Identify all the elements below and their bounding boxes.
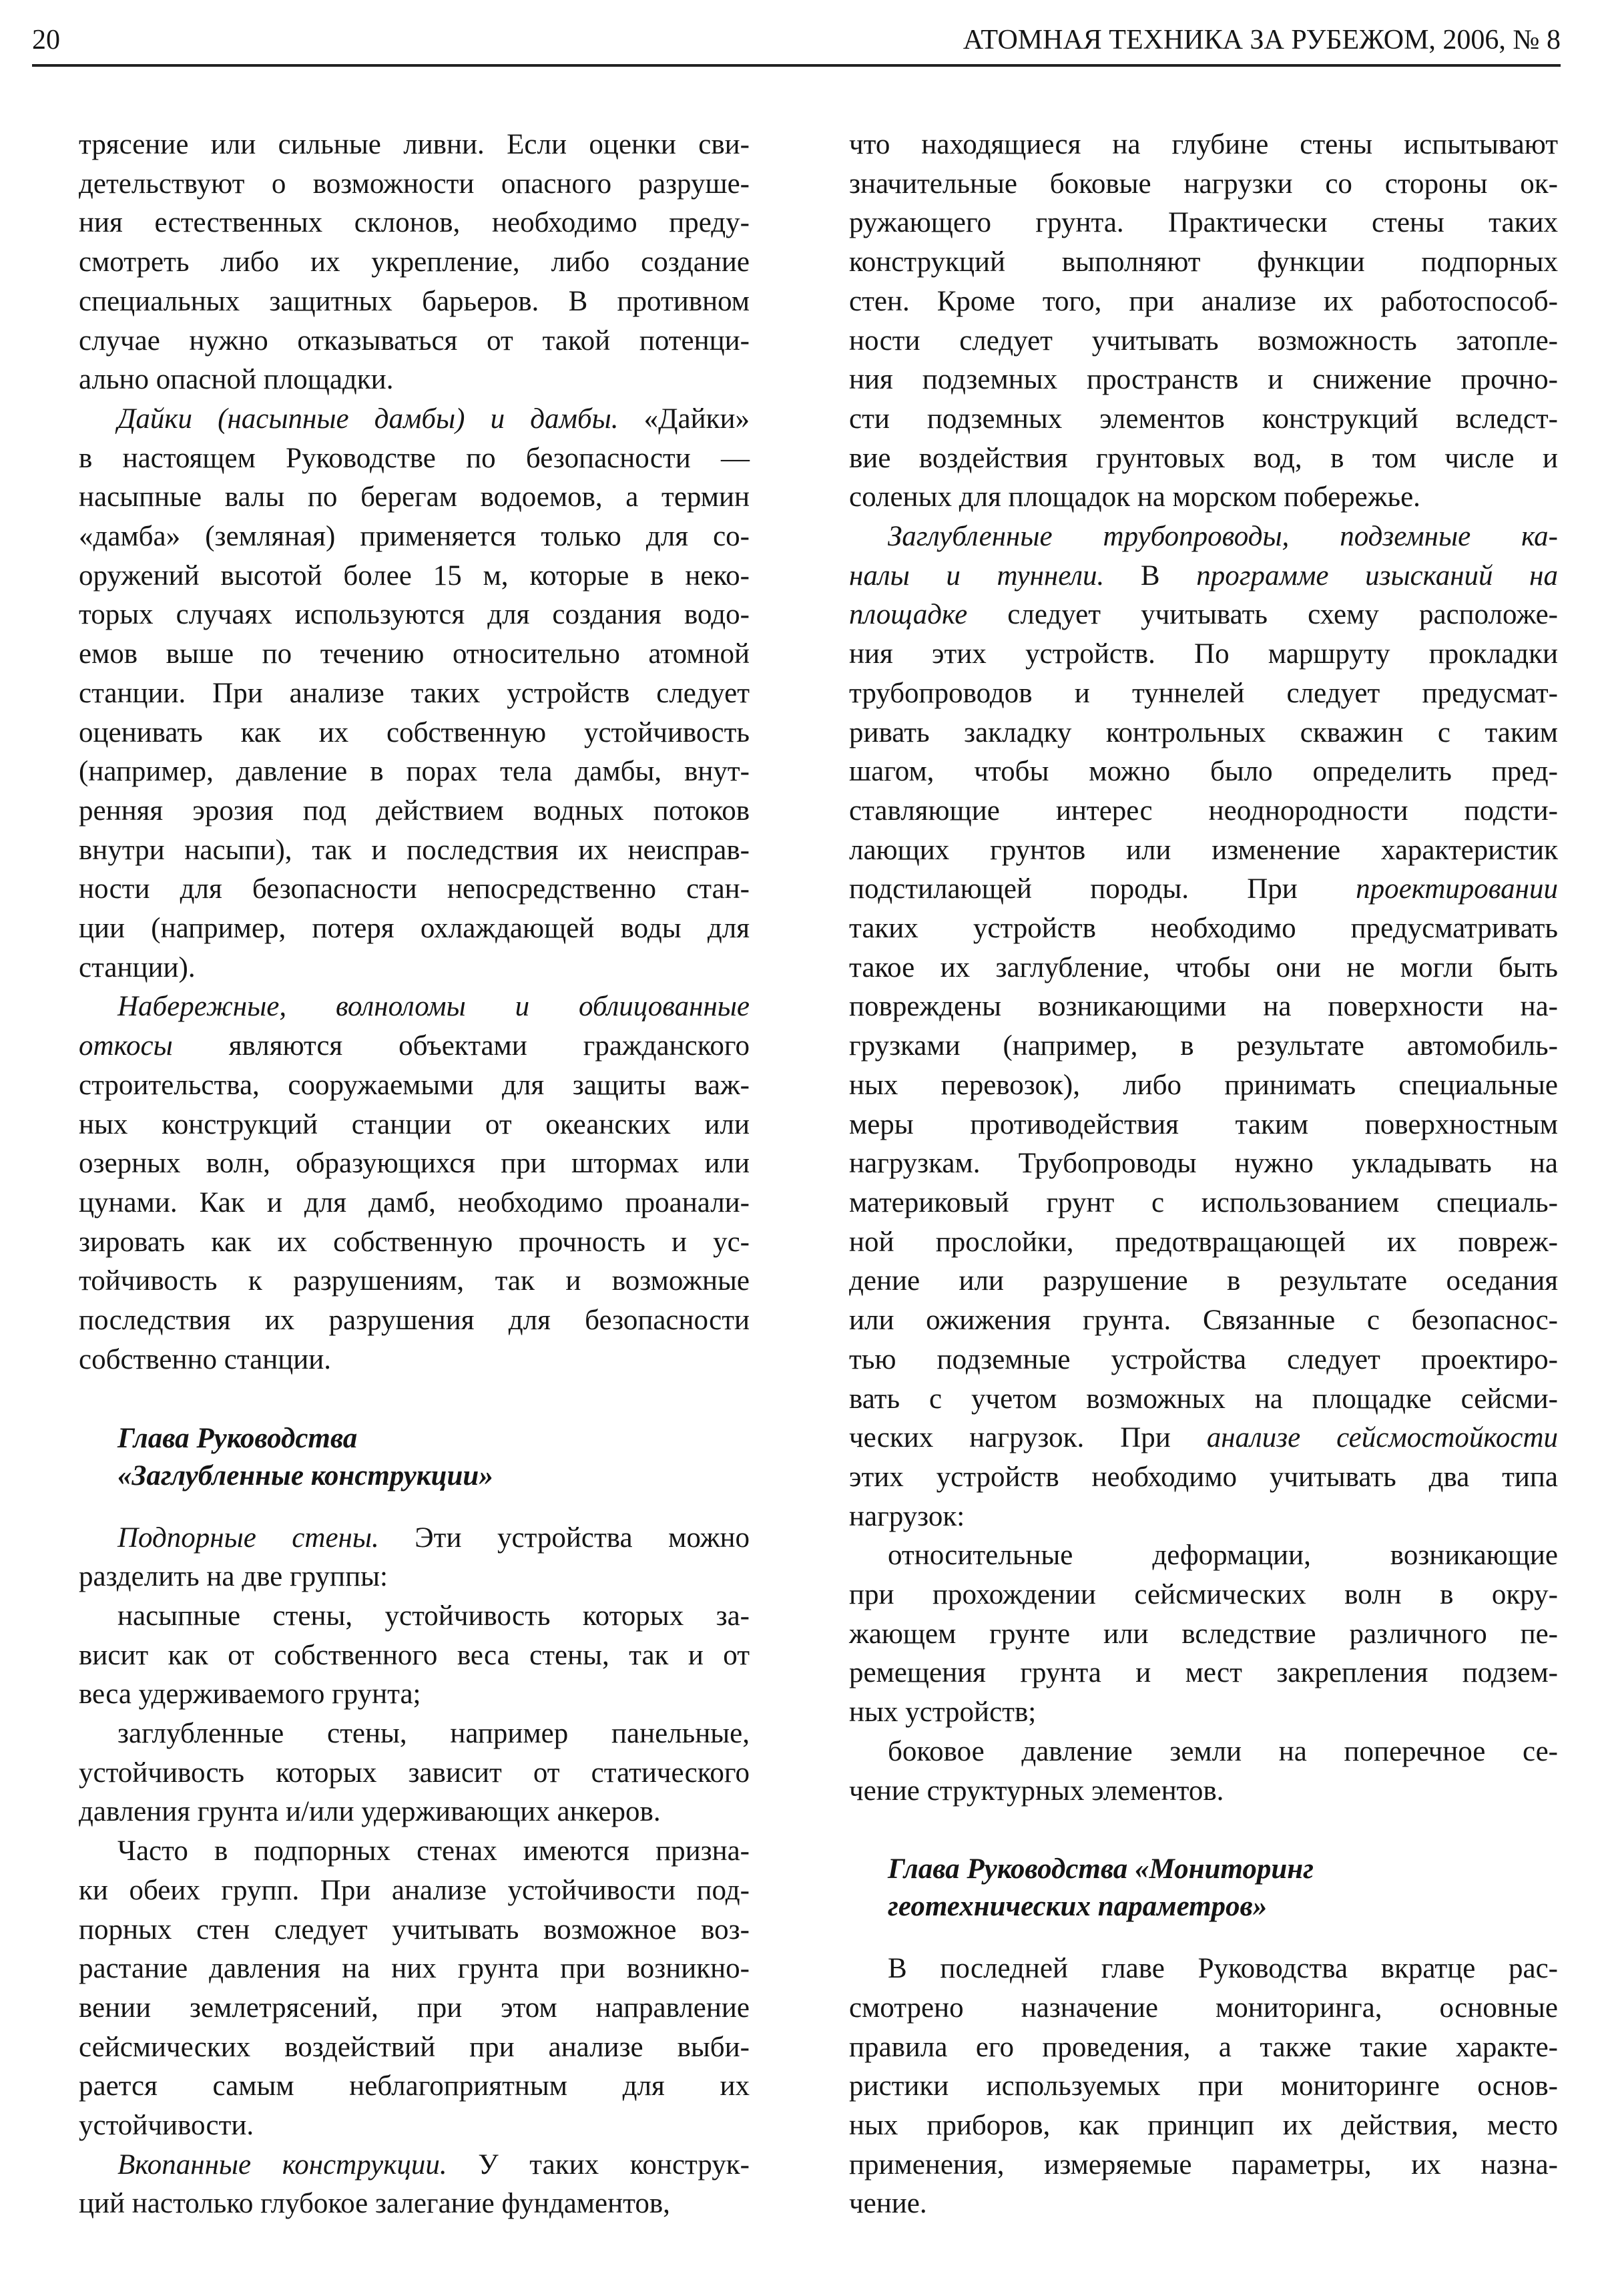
text-line: вие воздействия грунтовых вод, в том числе и: [849, 442, 1558, 474]
text-line: жающем грунте или вследствие различного пе-: [849, 1618, 1558, 1650]
text-line: зировать как их собственную прочность и ус-: [79, 1226, 750, 1258]
text-line: устойчивости.: [79, 2110, 254, 2142]
text-line: собственно станции.: [79, 1343, 332, 1375]
text-line: ных перевозок), либо принимать специальные: [849, 1069, 1558, 1101]
text-line: ально опасной площадки.: [79, 364, 394, 396]
text-line: нагрузок:: [849, 1500, 965, 1532]
text-line: «Заглубленные конструкции»: [117, 1459, 493, 1491]
text-line: смотрено назначение мониторинга, основные: [849, 1992, 1558, 2024]
text-line: или ожижения грунта. Связанные с безопаснос-: [849, 1305, 1558, 1337]
text-line: последствия их разрушения для безопасности: [79, 1305, 750, 1337]
text-line: трубопроводов и туннелей следует предусмат-: [849, 677, 1558, 709]
text-line: давления грунта и/или удерживающих анкеров.: [79, 1796, 661, 1828]
text-line: разделить на две группы:: [79, 1561, 388, 1593]
text-line: вении землетрясений, при этом направление: [79, 1992, 750, 2024]
text-line: Часто в подпорных стенах имеются призна-: [117, 1835, 750, 1867]
text-line: [79, 2146, 750, 2185]
text-line: [79, 987, 750, 1027]
text-run: Эти устройства можно: [378, 1522, 750, 1554]
text-line: такое их заглубление, чтобы они не могли быть: [849, 951, 1558, 983]
text-run: подстилающей породы. При: [849, 873, 1356, 905]
text-line: висит как от собственного веса стены, так и от: [79, 1639, 750, 1671]
text-line: Глава Руководства «Мониторинг: [888, 1853, 1314, 1885]
text-run: У таких конструк-: [447, 2148, 750, 2180]
running-header: [32, 20, 1561, 67]
text-line: в настоящем Руководстве по безопасности —: [79, 442, 750, 474]
section-heading: [79, 1420, 750, 1495]
paragraph: [849, 1733, 1558, 1811]
text-line: растание давления на них грунта при возникно-: [79, 1953, 750, 1985]
text-line: ния подземных пространств и снижение прочно-: [849, 364, 1558, 396]
text-line: строительства, сооружаемыми для защиты важ-: [79, 1069, 750, 1101]
text-run: ческих нагрузок. При: [849, 1422, 1207, 1454]
text-line: чение структурных элементов.: [849, 1775, 1224, 1807]
text-line: заглубленные стены, например панельные,: [117, 1718, 750, 1750]
text-line: повреждены возникающими на поверхности на-: [849, 991, 1558, 1023]
text-line: вать с учетом возможных на площадке сейсми-: [849, 1383, 1558, 1415]
text-line: ки обеих групп. При анализе устойчивости под-: [79, 1874, 750, 1906]
text-line: [849, 870, 1558, 909]
text-line: [79, 400, 750, 439]
italic-term: Дайки (насыпные дамбы) и дамбы.: [117, 403, 619, 435]
text-line: ных конструкций станции от океанских или: [79, 1108, 750, 1140]
italic-term: программе изысканий на: [1196, 559, 1559, 592]
page-number: 20: [32, 25, 60, 55]
italic-term: площадке: [849, 599, 968, 631]
italic-term: Вкопанные конструкции.: [117, 2148, 447, 2180]
text-line: таких устройств необходимо предусматривать: [849, 913, 1558, 945]
text-line: смотреть либо их укрепление, либо создание: [79, 246, 750, 278]
paragraph: [79, 126, 750, 400]
paragraph: [849, 517, 1558, 1536]
paragraph: [79, 987, 750, 1379]
text-line: [849, 1419, 1558, 1458]
text-line: трясение или сильные ливни. Если оценки сви-: [79, 129, 750, 160]
text-line: (например, давление в порах тела дамбы, внут-: [79, 756, 750, 788]
text-line: оценивать как их собственную устойчивость: [79, 716, 750, 748]
journal-title: АТОМНАЯ ТЕХНИКА ЗА РУБЕЖОМ, 2006, № 8: [963, 25, 1561, 55]
text-line: емов выше по течению относительно атомной: [79, 638, 750, 670]
text-line: сейсмических воздействий при анализе выби-: [79, 2031, 750, 2063]
italic-term: проектировании: [1356, 873, 1558, 905]
text-line: боковое давление земли на поперечное се-: [888, 1735, 1558, 1767]
text-line: чение.: [849, 2188, 927, 2220]
text-line: материковый грунт с использованием специаль-: [849, 1186, 1558, 1218]
text-line: В последней главе Руководства вкратце рас-: [888, 1953, 1558, 1985]
text-line: ций настолько глубокое залегание фундаментов,: [79, 2188, 670, 2220]
italic-term: анализе сейсмостойкости: [1206, 1422, 1558, 1454]
text-line: озерных волн, образующихся при штормах или: [79, 1148, 750, 1180]
text-line: ружающего грунта. Практически стены таких: [849, 207, 1558, 239]
text-line: относительные деформации, возникающие: [888, 1540, 1558, 1572]
section-heading: [849, 1851, 1558, 1925]
text-line: ремещения грунта и мест закрепления подзем-: [849, 1657, 1558, 1689]
text-line: лающих грунтов или изменение характеристик: [849, 834, 1558, 866]
left-column: [79, 126, 750, 2224]
text-line: геотехнических параметров»: [888, 1891, 1268, 1923]
text-line: [849, 557, 1558, 596]
italic-term: Заглубленные трубопроводы, подземные ка-: [888, 521, 1558, 553]
text-line: применения, измеряемые параметры, их назна-: [849, 2148, 1558, 2180]
text-line: ристики используемых при мониторинге основ-: [849, 2070, 1558, 2102]
text-run: являются объектами гражданского: [172, 1030, 750, 1062]
text-line: нагрузкам. Трубопроводы нужно укладывать на: [849, 1148, 1558, 1180]
text-line: дение или разрушение в результате оседания: [849, 1265, 1558, 1297]
text-line: насыпные стены, устойчивость которых за-: [117, 1600, 750, 1632]
text-line: торых случаях используются для создания водо-: [79, 599, 750, 631]
paragraph: [79, 400, 750, 988]
text-line: [79, 1519, 750, 1558]
italic-term: Подпорные стены.: [117, 1522, 379, 1554]
text-line: [79, 1027, 750, 1066]
text-line: ной прослойки, предотвращающей их повреж-: [849, 1226, 1558, 1258]
text-line: оружений высотой более 15 м, которые в неко-: [79, 559, 750, 592]
text-run: следует учитывать схему расположе-: [967, 599, 1558, 631]
text-line: ных устройств;: [849, 1696, 1037, 1729]
paragraph: [79, 1519, 750, 1597]
text-line: при прохождении сейсмических волн в окру-: [849, 1579, 1558, 1611]
paragraph: [79, 1714, 750, 1832]
text-line: цунами. Как и для дамб, необходимо проанали-: [79, 1186, 750, 1218]
text-line: ных приборов, как принцип их действия, место: [849, 2110, 1558, 2142]
text-line: станции).: [79, 951, 196, 983]
text-line: детельствуют о возможности опасного разруше-: [79, 168, 750, 200]
text-line: стен. Кроме того, при анализе их работоспособ-: [849, 285, 1558, 317]
text-line: устойчивость которых зависит от статического: [79, 1757, 750, 1789]
text-line: этих устройств необходимо учитывать два типа: [849, 1461, 1558, 1493]
text-line: сти подземных элементов конструкций вследст-: [849, 403, 1558, 435]
text-line: ренняя эрозия под действием водных потоков: [79, 794, 750, 827]
paragraph: [849, 1536, 1558, 1733]
text-line: Глава Руководства: [117, 1422, 358, 1454]
text-line: грузками (например, в результате автомобиль-: [849, 1030, 1558, 1062]
text-line: [849, 517, 1558, 557]
italic-term: налы и туннели.: [849, 559, 1105, 592]
text-line: правила его проведения, а также такие характе-: [849, 2031, 1558, 2063]
text-line: [849, 596, 1558, 635]
text-line: насыпные валы по берегам водоемов, а термин: [79, 481, 750, 513]
text-run: В: [1104, 559, 1197, 592]
paragraph: [79, 1597, 750, 1714]
text-line: случае нужно отказываться от такой потенци-: [79, 324, 750, 357]
right-column: [849, 126, 1558, 2224]
text-line: ции (например, потеря охлаждающей воды для: [79, 913, 750, 945]
text-line: конструкций выполняют функции подпорных: [849, 246, 1558, 278]
text-line: ривать закладку контрольных скважин с таким: [849, 716, 1558, 748]
text-line: соленых для площадок на морском побережье.: [849, 481, 1420, 513]
paragraph: [79, 2146, 750, 2224]
paragraph: [849, 126, 1558, 517]
paragraph: [79, 1832, 750, 2146]
text-line: тойчивость к разрушениям, так и возможные: [79, 1265, 750, 1297]
text-line: ности следует учитывать возможность затопле-: [849, 324, 1558, 357]
text-line: тью подземные устройства следует проектиро-: [849, 1343, 1558, 1375]
text-line: меры противодействия таким поверхностным: [849, 1108, 1558, 1140]
italic-term: откосы: [79, 1030, 173, 1062]
text-line: «дамба» (земляная) применяется только для со-: [79, 521, 750, 553]
text-line: специальных защитных барьеров. В противном: [79, 285, 750, 317]
text-line: рается самым неблагоприятным для их: [79, 2070, 750, 2102]
text-line: внутри насыпи), так и последствия их неисправ-: [79, 834, 750, 866]
text-line: порных стен следует учитывать возможное воз-: [79, 1913, 750, 1945]
text-line: веса удерживаемого грунта;: [79, 1678, 421, 1710]
paragraph: [849, 1949, 1558, 2224]
text-run: «Дайки»: [618, 403, 750, 435]
text-line: что находящиеся на глубине стены испытывают: [849, 129, 1558, 160]
text-line: шагом, чтобы можно было определить пред-: [849, 756, 1558, 788]
text-line: ния этих устройств. По маршруту прокладки: [849, 638, 1558, 670]
text-line: значительные боковые нагрузки со стороны ок-: [849, 168, 1558, 200]
text-line: ния естественных склонов, необходимо преду-: [79, 207, 750, 239]
italic-term: Набережные, волноломы и облицованные: [117, 991, 750, 1023]
text-line: ности для безопасности непосредственно стан-: [79, 873, 750, 905]
text-line: станции. При анализе таких устройств следует: [79, 677, 750, 709]
text-line: ставляющие интерес неоднородности подсти-: [849, 794, 1558, 827]
